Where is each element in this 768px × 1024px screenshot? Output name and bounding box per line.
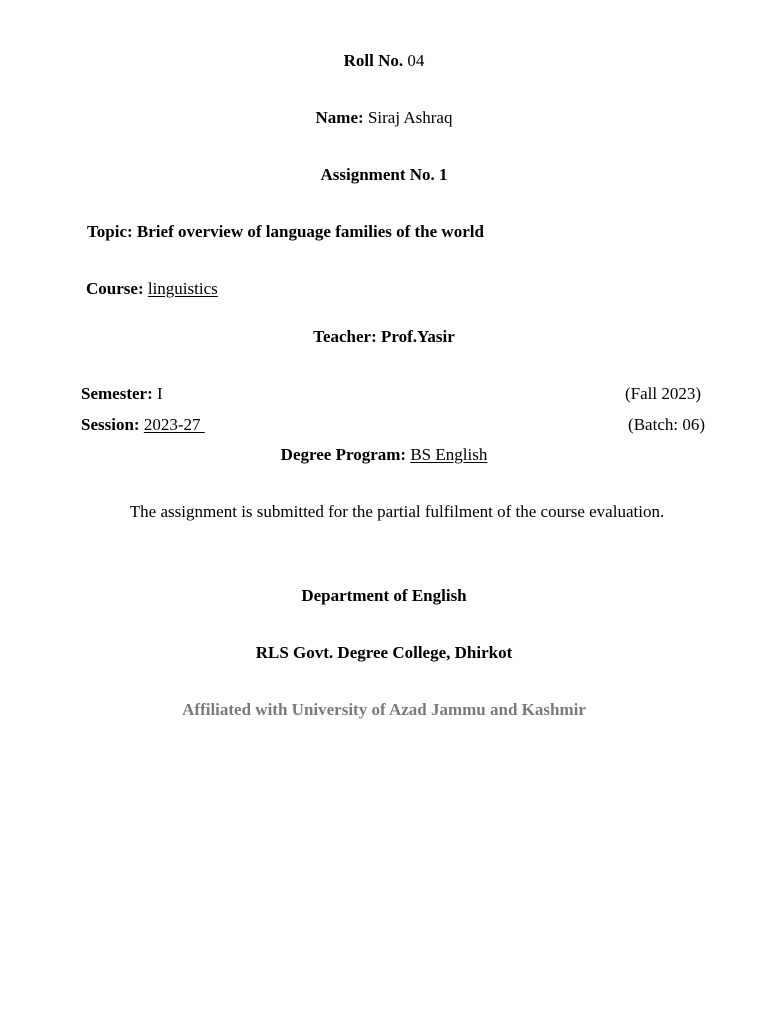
student-name-line — [0, 107, 768, 129]
department-name: Department of English — [301, 586, 467, 605]
batch-number: (Batch: 06) — [628, 415, 705, 434]
course-value: linguistics — [147, 279, 218, 298]
topic-label: Topic: — [87, 222, 133, 241]
teacher-value: Prof.Yasir — [381, 327, 455, 346]
session-line — [81, 414, 205, 436]
roll-number-line — [0, 50, 768, 72]
student-name-label: Name: — [315, 108, 364, 127]
submission-statement: The assignment is submitted for the partial fulfilment of the course evaluation. — [129, 502, 665, 521]
student-name-value: Siraj Ashraq — [367, 108, 453, 127]
degree-program-value: BS English — [410, 445, 488, 464]
assignment-number: Assignment No. 1 — [320, 165, 448, 184]
college-name: RLS Govt. Degree College, Dhirkot — [255, 643, 513, 662]
roll-number-value: 04 — [407, 51, 425, 70]
session-value: 2023-27 — [143, 415, 201, 434]
university-affiliation: Affiliated with University of Azad Jammu and Kashmir — [182, 700, 586, 719]
topic-value: Brief overview of language families of the world — [136, 222, 484, 241]
degree-program-line — [0, 444, 768, 466]
teacher-label: Teacher: — [313, 327, 377, 346]
topic-line — [87, 221, 484, 243]
course-label: Course: — [86, 279, 144, 298]
roll-number-label: Roll No. — [343, 51, 404, 70]
semester-line — [81, 383, 163, 405]
teacher-line — [0, 326, 768, 348]
degree-program-label: Degree Program: — [280, 445, 407, 464]
semester-term: (Fall 2023) — [624, 384, 701, 403]
course-line — [86, 278, 218, 300]
semester-value: I — [157, 384, 163, 403]
semester-label: Semester: — [81, 384, 153, 403]
session-label: Session: — [81, 415, 140, 434]
